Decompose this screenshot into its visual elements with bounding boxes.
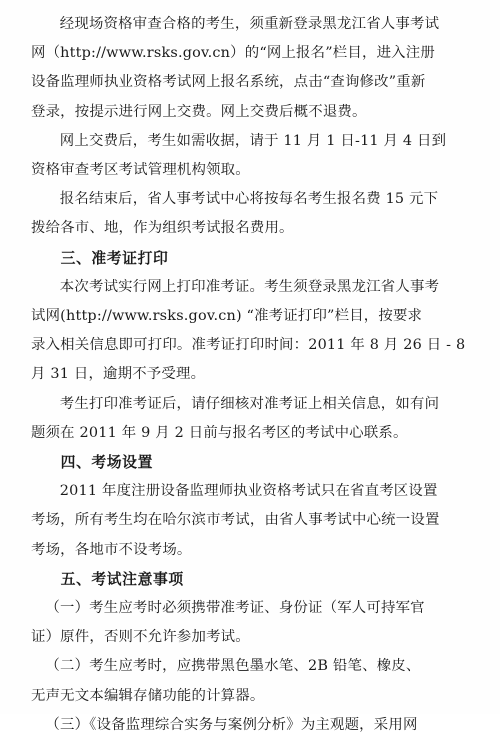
- paragraph-note-subjective: [31, 711, 471, 740]
- text-line: 考场，所有考生均在哈尔滨市考试，由省人事考试中心统一设置: [31, 512, 440, 529]
- paragraph-exam-venue: [31, 477, 471, 565]
- paragraph-fee-allocation: [31, 185, 471, 243]
- text-line: （三）《设备监理综合实务与案例分析》为主观题，采用网: [45, 716, 418, 733]
- section-heading-exam-notes: 五、考试注意事项: [60, 570, 184, 588]
- document-body: [31, 10, 471, 740]
- text-line: 资格审查考区考试管理机构领取。: [31, 162, 250, 179]
- text-line: 设备监理师执业资格考试网上报名系统，点击“查询修改”重新: [31, 74, 426, 91]
- paragraph-admission-printing: [31, 273, 471, 390]
- text-line: 拨给各市、地，作为组织考试报名费用。: [31, 220, 294, 237]
- text-line: 网（http://www.rsks.gov.cn）的“网上报名”栏目，进入注册: [31, 45, 435, 62]
- text-line: 考生打印准考证后，请仔细核对准考证上相关信息，如有问: [59, 395, 440, 412]
- text-line: 网上交费后，考生如需收据，请于 11 月 1 日-11 月 4 日到: [59, 132, 447, 149]
- text-line: 报名结束后，省人事考试中心将按每名考生报名费 15 元下: [59, 191, 439, 208]
- text-line: 登录，按提示进行网上交费。网上交费后概不退费。: [31, 103, 367, 120]
- text-line: 月 31 日，逾期不予受理。: [31, 366, 206, 383]
- text-line: 无声无文本编辑存储功能的计算器。: [31, 687, 265, 704]
- text-line: 录入相关信息即可打印。准考证打印时间：2011 年 8 月 26 日 - 8: [31, 337, 466, 354]
- paragraph-admission-check: [31, 390, 471, 448]
- text-line: 2011 年度注册设备监理师执业资格考试只在省直考区设置: [59, 483, 438, 500]
- text-line: 经现场资格审查合格的考生，须重新登录黑龙江省人事考试: [59, 16, 440, 32]
- section-heading-admission-ticket: 三、准考证打印: [60, 249, 169, 267]
- section-heading-exam-venue: 四、考场设置: [60, 454, 153, 472]
- text-line: 试网(http://www.rsks.gov.cn) “准考证打印”栏目，按要求: [31, 308, 423, 325]
- paragraph-receipt: [31, 127, 471, 185]
- text-line: （一）考生应考时必须携带准考证、身份证（军人可持军官: [45, 600, 425, 617]
- text-line: 题须在 2011 年 9 月 2 日前与报名考区的考试中心联系。: [31, 424, 408, 441]
- text-line: 证）原件，否则不允许参加考试。: [31, 629, 250, 646]
- text-line: （二）考生应考时，应携带黑色墨水笔、2B 铅笔、橡皮、: [45, 658, 421, 675]
- paragraph-payment-login: [31, 10, 471, 127]
- paragraph-note-id: [31, 594, 471, 652]
- text-line: 本次考试实行网上打印准考证。考生须登录黑龙江省人事考: [59, 278, 440, 295]
- paragraph-note-supplies: [31, 652, 471, 710]
- text-line: 考场，各地市不设考场。: [31, 541, 192, 558]
